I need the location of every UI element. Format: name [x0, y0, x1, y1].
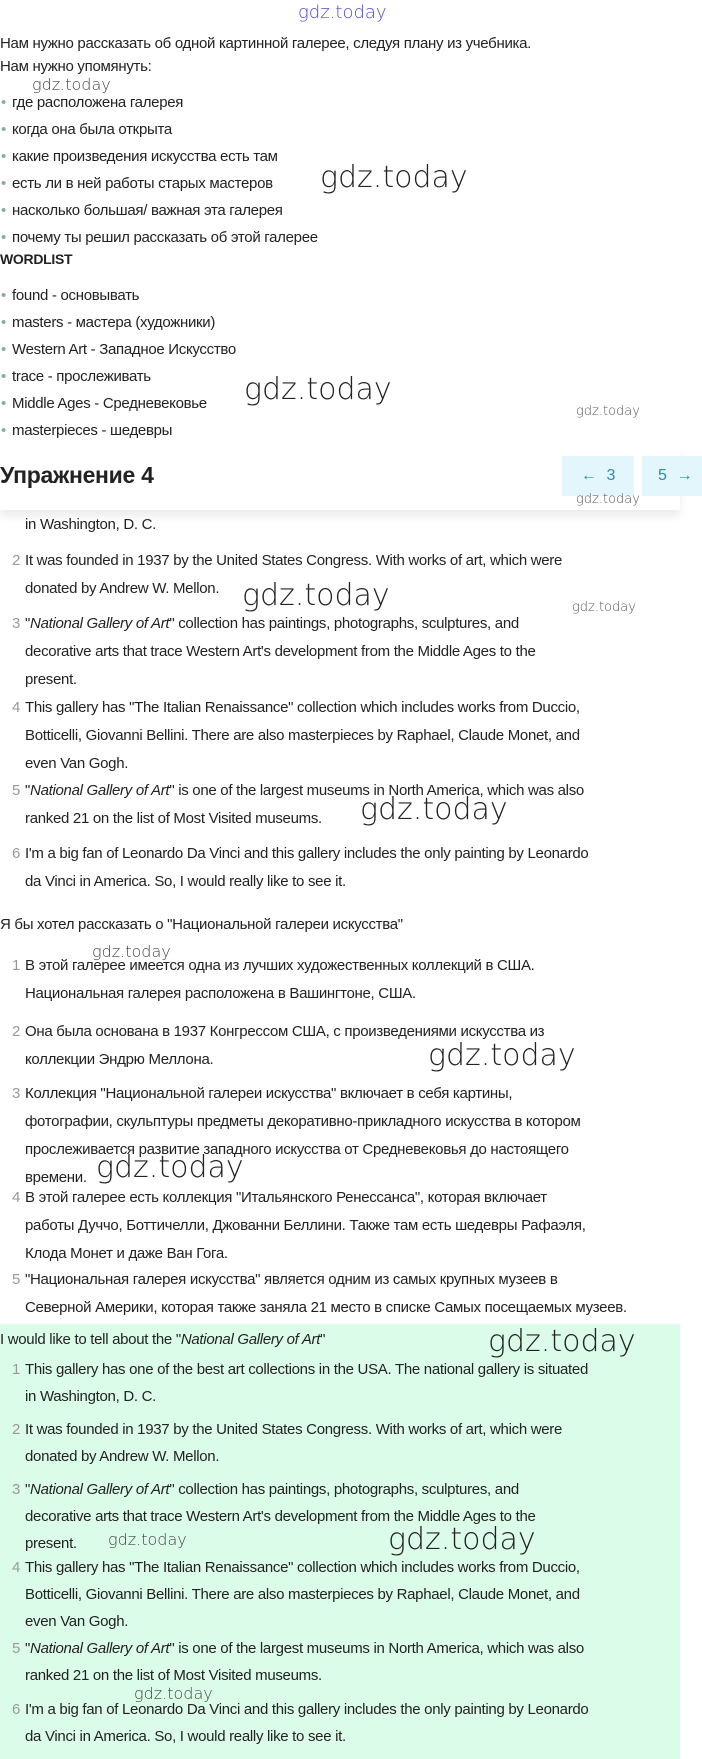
item-line: Botticelli, Giovanni Bellini. There are also masterpieces by Raphael, Claude Monet, and: [25, 1586, 580, 1603]
translation-panel: [0, 1324, 680, 1759]
item-number: 6: [12, 1701, 21, 1718]
item-number: 3: [12, 1481, 21, 1498]
arrow-right-icon: →: [676, 467, 693, 484]
item-number: 5: [12, 782, 21, 799]
prev-label: 3: [606, 467, 616, 484]
item-line: Национальная галерея расположена в Вашингтоне, США.: [25, 985, 416, 1002]
item-line: I'm a big fan of Leonardo Da Vinci and this gallery includes the only painting by Leonardo: [25, 845, 589, 862]
green-title: I would like to tell about the "National Gallery of Art": [0, 1331, 326, 1348]
russian-title: Я бы хотел рассказать о "Национальной галереи искусства": [0, 916, 403, 933]
item-line: ranked 21 on the list of Most Visited museums.: [25, 1667, 322, 1684]
wordlist-item: • found - основывать: [12, 286, 139, 306]
intro-line: Нам нужно рассказать об одной картинной галерее, следуя плану из учебника.: [0, 35, 532, 52]
top-watermark: gdz.today: [298, 2, 387, 23]
item-number: 3: [12, 615, 21, 632]
intro-line: Нам нужно упомянуть:: [0, 58, 152, 75]
item-line: "National Gallery of Art" is one of the largest museums in North America, which was also: [25, 1640, 584, 1657]
item-tail: in Washington, D. C.: [25, 516, 156, 533]
watermark: gdz.today: [244, 372, 392, 407]
wordlist-item: • Middle Ages - Средневековье: [12, 394, 207, 414]
item-line: "Национальная галерея искусства" является одним из самых крупных музеев в: [25, 1271, 558, 1288]
item-line: Северной Америки, которая также заняла 21 место в списке Самых посещаемых музеев.: [25, 1299, 627, 1316]
item-line: donated by Andrew W. Mellon.: [25, 1448, 220, 1465]
item-number: 4: [12, 1559, 21, 1576]
watermark: gdz.today: [134, 1684, 213, 1703]
item-line: This gallery has "The Italian Renaissance" collection which includes works from Duccio,: [25, 699, 580, 716]
arrow-left-icon: ←: [580, 467, 597, 484]
watermark: gdz.today: [576, 404, 640, 419]
item-line: работы Дуччо, Боттичелли, Джованни Беллини. Также там есть шедевры Рафаэля,: [25, 1217, 586, 1234]
watermark: gdz.today: [576, 492, 640, 507]
prev-exercise-button[interactable]: [562, 456, 634, 496]
wordlist-item: • masterpieces - шедевры: [12, 421, 172, 441]
watermark: gdz.today: [96, 1150, 244, 1185]
plan-bullet: • насколько большая/ важная эта галерея: [12, 201, 283, 221]
item-line: It was founded in 1937 by the United States Congress. With works of art, which were: [25, 552, 563, 569]
item-line: "National Gallery of Art" collection has paintings, photographs, sculptures, and: [25, 1481, 519, 1498]
item-line: Она была основана в 1937 Конгрессом США, с произведениями искусства из: [25, 1023, 545, 1040]
watermark: gdz.today: [320, 160, 468, 195]
watermark: gdz.today: [572, 600, 636, 615]
item-line: ranked 21 on the list of Most Visited museums.: [25, 810, 322, 827]
item-number: 1: [12, 957, 21, 974]
item-line: I'm a big fan of Leonardo Da Vinci and this gallery includes the only painting by Leonardo: [25, 1701, 589, 1718]
plan-bullet: • есть ли в ней работы старых мастеров: [12, 174, 273, 194]
item-line: времени.: [25, 1169, 87, 1186]
item-number: 5: [12, 1271, 21, 1288]
item-number: 2: [12, 552, 21, 569]
item-line: Botticelli, Giovanni Bellini. There are also masterpieces by Raphael, Claude Monet, and: [25, 727, 580, 744]
next-label: 5: [658, 467, 667, 484]
item-line: фотографии, скульптуры предметы декоративно-прикладного искусства в котором: [25, 1113, 581, 1130]
item-number: 4: [12, 699, 21, 716]
item-line: decorative arts that trace Western Art's development from the Middle Ages to the: [25, 643, 536, 660]
watermark: gdz.today: [428, 1038, 576, 1073]
item-number: 2: [12, 1421, 21, 1438]
item-number: 6: [12, 845, 21, 862]
item-line: even Van Gogh.: [25, 1613, 129, 1630]
wordlist-title: WORDLIST: [0, 251, 73, 267]
plan-bullet: • какие произведения искусства есть там: [12, 147, 278, 167]
item-line: Коллекция "Национальной галереи искусства" включает в себя картины,: [25, 1085, 513, 1102]
wordlist-item: • masters - мастера (художники): [12, 313, 215, 333]
item-line: even Van Gogh.: [25, 755, 129, 772]
watermark: gdz.today: [360, 792, 508, 827]
item-line: В этой галерее имеется одна из лучших художественных коллекций в США.: [25, 957, 535, 974]
item-line: "National Gallery of Art" is one of the largest museums in North America, which was also: [25, 782, 584, 799]
watermark: gdz.today: [108, 1530, 187, 1549]
item-number: 5: [12, 1640, 21, 1657]
watermark: gdz.today: [388, 1522, 536, 1557]
item-line: da Vinci in America. So, I would really like to see it.: [25, 873, 346, 890]
watermark: gdz.today: [488, 1324, 636, 1359]
item-line: da Vinci in America. So, I would really like to see it.: [25, 1728, 346, 1745]
exercise-header: [0, 446, 693, 510]
item-line: decorative arts that trace Western Art's development from the Middle Ages to the: [25, 1508, 536, 1525]
item-line: Клода Монет и даже Ван Гога.: [25, 1245, 228, 1262]
item-line: "National Gallery of Art" collection has paintings, photographs, sculptures, and: [25, 615, 519, 632]
item-line: This gallery has one of the best art collections in the USA. The national gallery is situated: [25, 1361, 588, 1378]
item-line: This gallery has "The Italian Renaissance" collection which includes works from Duccio,: [25, 1559, 580, 1576]
item-number: 3: [12, 1085, 21, 1102]
item-line: present.: [25, 671, 77, 688]
item-line: It was founded in 1937 by the United States Congress. With works of art, which were: [25, 1421, 563, 1438]
item-line: прослеживается развитие западного искусства от Средневековья до настоящего: [25, 1141, 569, 1158]
item-line: present.: [25, 1535, 77, 1552]
item-line: in Washington, D. C.: [25, 1388, 156, 1405]
watermark: gdz.today: [242, 578, 390, 613]
item-number: 4: [12, 1189, 21, 1206]
watermark: gdz.today: [92, 942, 171, 961]
page-title: Упражнение 4: [0, 462, 154, 488]
watermark: gdz.today: [32, 75, 111, 94]
item-number: 1: [12, 1361, 21, 1378]
plan-bullet: • где расположена галерея: [12, 93, 183, 113]
item-line: В этой галерее есть коллекция "Итальянского Ренессанса", которая включает: [25, 1189, 547, 1206]
plan-bullet: • почему ты решил рассказать об этой галерее: [12, 228, 318, 248]
wordlist-item: • Western Art - Западное Искусство: [12, 340, 236, 360]
next-exercise-button[interactable]: [642, 456, 702, 496]
item-number: 2: [12, 1023, 21, 1040]
plan-bullet: • когда она была открыта: [12, 120, 172, 140]
item-line: коллекции Эндрю Меллона.: [25, 1051, 214, 1068]
item-line: donated by Andrew W. Mellon.: [25, 580, 220, 597]
wordlist-item: • trace - прослеживать: [12, 367, 151, 387]
